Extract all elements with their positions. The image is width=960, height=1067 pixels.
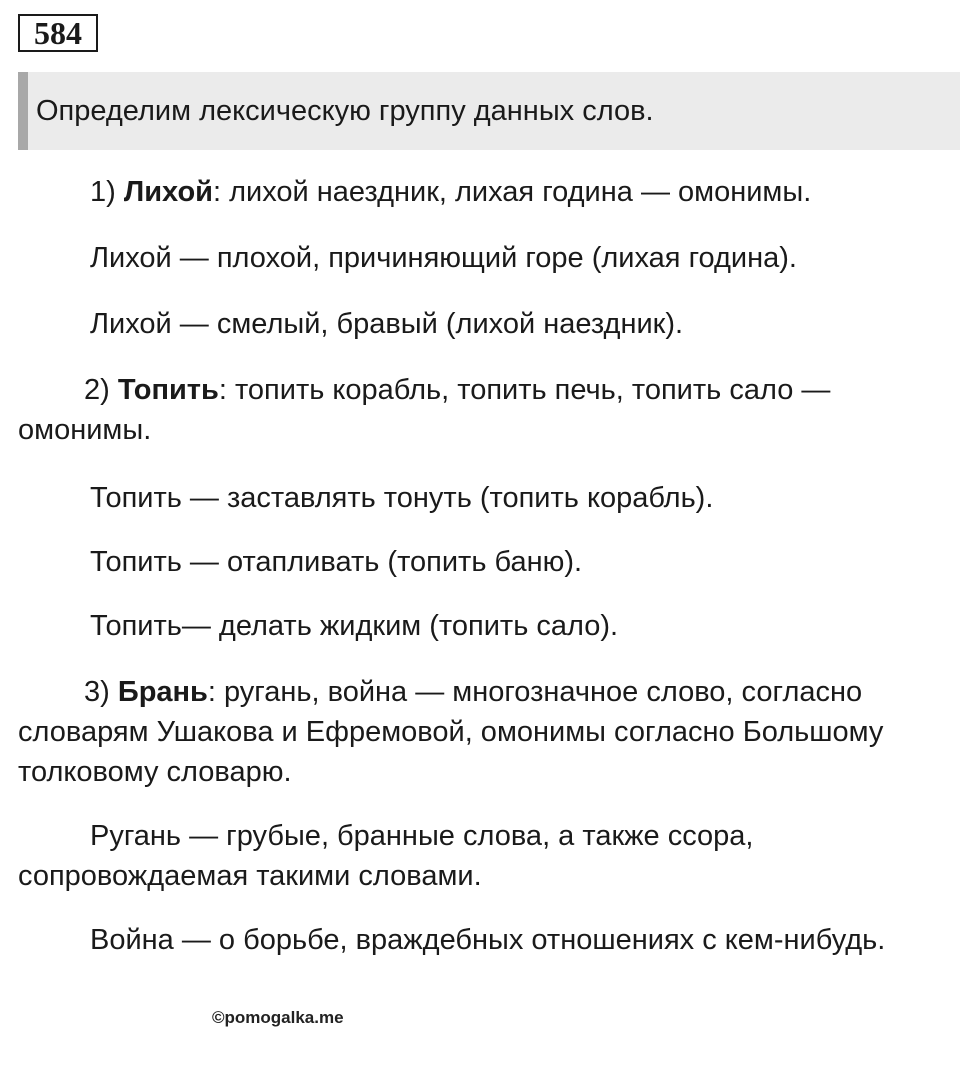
item-2-meaning-3: Топить— делать жидким (топить сало). xyxy=(90,610,619,642)
item-3-paragraph xyxy=(18,646,948,792)
banner-text: Определим лексическую группу данных слов. xyxy=(36,95,654,127)
item-3-rest: : ругань, война — многозначное слово, согласно словарям Ушакова и Ефремовой, омонимы согласно Большому толковому словарю. xyxy=(18,676,884,788)
item-2-meaning-2: Топить — отапливать (топить баню). xyxy=(90,546,583,578)
item-3-marker: 3) xyxy=(84,676,110,708)
item-2-meaning-1: Топить — заставлять тонуть (топить корабль). xyxy=(90,482,714,514)
item-3-meaning-2: Война — о борьбе, враждебных отношениях с кем-нибудь. xyxy=(90,924,886,956)
section-banner xyxy=(18,72,960,150)
item-2-paragraph xyxy=(18,344,948,450)
item-3-term: Брань xyxy=(117,676,208,708)
item-2-marker: 2) xyxy=(84,374,110,406)
item-1-term: Лихой xyxy=(123,176,213,208)
item-1-meaning-2: Лихой — смелый, бравый (лихой наездник). xyxy=(90,308,684,340)
answer-content xyxy=(18,160,948,960)
task-number: 584 xyxy=(18,14,98,52)
item-1-paragraph xyxy=(18,160,948,212)
watermark: ©pomogalka.me xyxy=(212,1008,344,1027)
item-1-rest: : лихой наездник, лихая година — омонимы. xyxy=(212,176,812,208)
item-3-meaning-1: Ругань — грубые, бранные слова, а также ссора, сопровождаемая такими словами. xyxy=(18,820,754,892)
item-2-rest: : топить корабль, топить печь, топить сало — омонимы. xyxy=(18,374,831,446)
item-2-term: Топить xyxy=(117,374,219,406)
item-1-marker: 1) xyxy=(90,176,116,208)
item-1-meaning-1: Лихой — плохой, причиняющий горе (лихая година). xyxy=(90,242,797,274)
